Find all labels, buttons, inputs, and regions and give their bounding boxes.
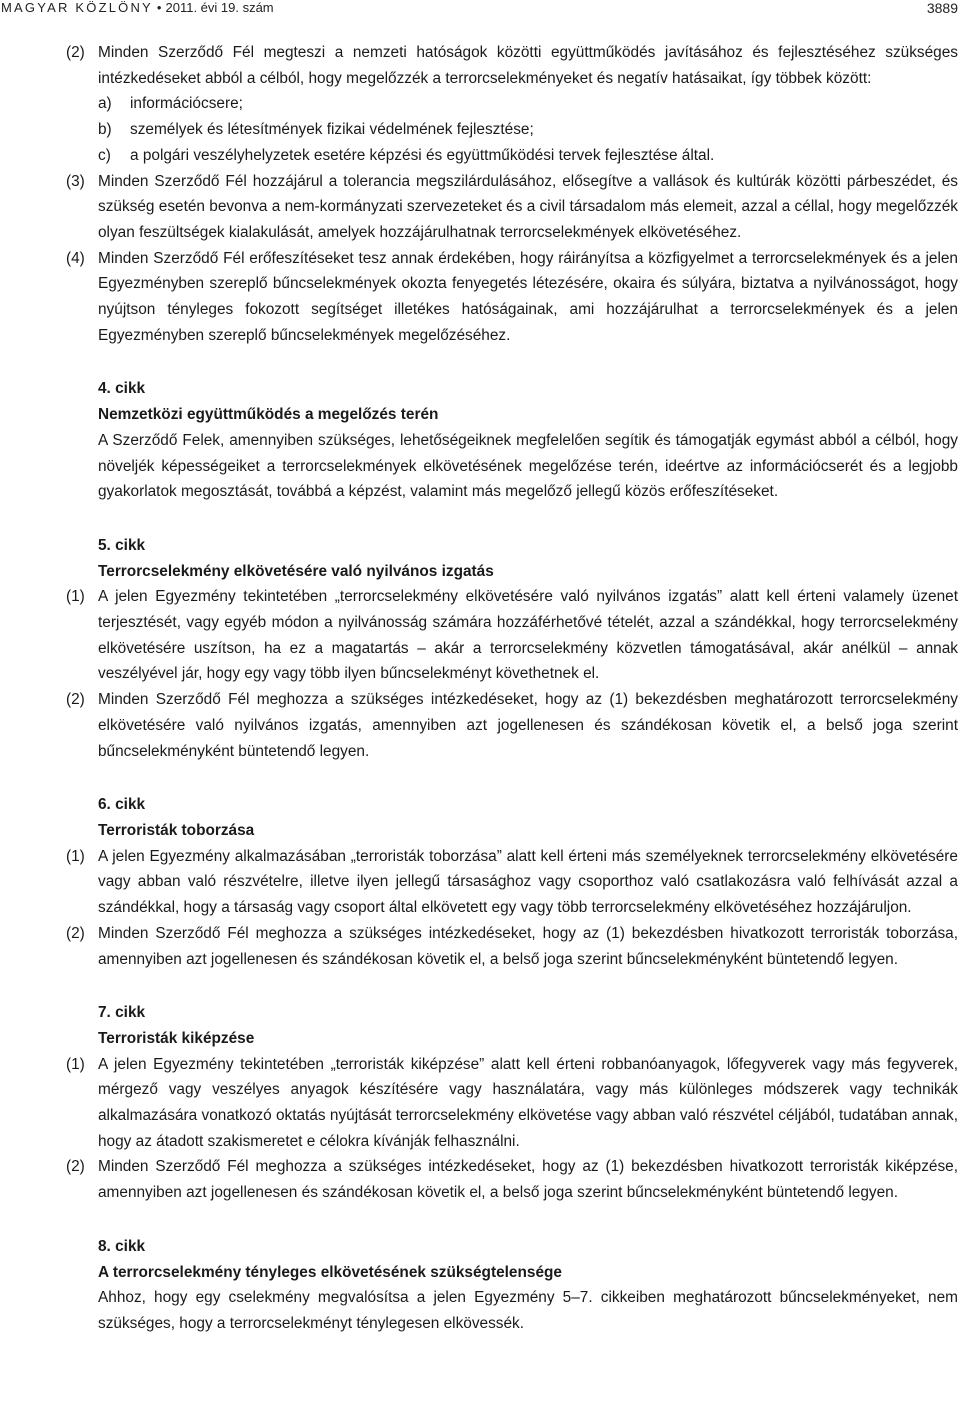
paragraph-text: Minden Szerződő Fél meghozza a szükséges intézkedéseket, hogy az (1) bekezdésben meghatározott terrorcselekmény elkövetésére való nyilvános izgatás, amennyiben azt jogellenesen és szándékosan követik el, a belső joga szerint bűncselekményként büntetendő legyen. — [98, 691, 958, 760]
paragraph-text: Minden Szerződő Fél meghozza a szükséges intézkedéseket, hogy az (1) bekezdésben hivatkozott terroristák toborzása, amennyiben azt jogellenesen és szándékosan követik el, a belső joga szerint bűncselekményként büntetendő legyen. — [98, 924, 958, 968]
running-head — [1, 0, 274, 15]
paragraph-text: A jelen Egyezmény tekintetében „terroristák kiképzése” alatt kell érteni robbanóanyagok, lőfegyverek vagy más fegyverek, mérgező vagy veszélyes anyagok készítésére vagy használatára, vagy más különleges módszerek vagy technikák alkalmazására vonatkozó oktatás nyújtását terrorcselekmény elkövetése vagy abban való részvétel céljából, tudatában annak, hogy az átadott szakismeretet e célokra kívánják felhasználni. — [98, 1055, 958, 1150]
list-text: személyek és létesítmények fizikai védelmének fejlesztése; — [130, 121, 534, 139]
list-item-b — [66, 117, 958, 143]
paragraph-number: (1) — [66, 847, 85, 865]
art3-paragraph-2 — [66, 40, 958, 91]
article-text: A Szerződő Felek, amennyiben szükséges, lehetőségeiknek megfelelően segítik és támogatják egymást abból a célból, hogy növeljék képességeiket a terrorcselekmények elkövetésének megelőzése terén, ideértve az információcserét és a legjobb gyakorlatok megosztását, továbbá a képzést, valamint más megelőző jellegű közös erőfeszítéseket. — [98, 431, 958, 501]
document-body — [66, 40, 958, 1337]
paragraph-number: (1) — [66, 1055, 85, 1073]
paragraph-text: A jelen Egyezmény tekintetében „terrorcselekmény elkövetésére való nyilvános izgatás” alatt kell érteni valamely üzenet terjesztését, vagy egyéb módon a nyilvánosság számára hozzáférhetővé tételét, azzal a szándékkal, hogy terrorcselekmény elkövetésére uszítson, ha ez a magatartás – akár a terrorcselekmény közvetlen támogatásával, akár anélkül – annak veszélyével jár, hogy egy vagy több ilyen bűncselekményt követhetnek el. — [98, 588, 958, 683]
art5-paragraph-1 — [66, 584, 958, 687]
art7-paragraph-2 — [66, 1154, 958, 1205]
article-title: Terrorcselekmény elkövetésére való nyilvános izgatás — [98, 562, 494, 580]
bullet-separator: • — [156, 0, 162, 15]
list-label: c) — [98, 146, 111, 164]
paragraph-text: A jelen Egyezmény alkalmazásában „terroristák toborzása” alatt kell érteni más személyeknek terrorcselekmény elkövetésére vagy abban való részvételre, illetve ilyen jellegű társasághoz vagy csoporthoz való csatlakozásra való felhívását azzal a szándékkal, hogy a társaság vagy csoport által elkövetett egy vagy több terrorcselekmény elkövetéséhez hozzájáruljon. — [98, 847, 958, 917]
article-number: 7. cikk — [98, 1004, 146, 1022]
page-header — [0, 0, 960, 18]
list-label: a) — [98, 95, 112, 113]
paragraph-text: Minden Szerződő Fél megteszi a nemzeti hatóságok közötti együttműködés javításához és fejlesztéséhez szükséges intézkedéseket abból a célból, hogy megelőzzék a terrorcselekményeket és negatív hatásaikat, így többek között: — [98, 44, 958, 87]
section-spacer — [66, 1206, 958, 1234]
section-spacer — [66, 764, 958, 792]
list-label: b) — [98, 121, 112, 139]
issue-label: 2011. évi 19. szám — [165, 0, 274, 15]
paragraph-number: (4) — [66, 249, 85, 267]
article-title: A terrorcselekmény tényleges elkövetésének szükségtelensége — [98, 1263, 562, 1281]
paragraph-number: (1) — [66, 588, 85, 606]
list-text: a polgári veszélyhelyzetek esetére képzési és együttműködési tervek fejlesztése által. — [130, 146, 715, 164]
paragraph-number: (2) — [66, 691, 85, 709]
section-spacer — [66, 348, 958, 376]
art6-paragraph-2 — [66, 921, 958, 972]
article-number: 8. cikk — [98, 1237, 146, 1255]
article-number: 6. cikk — [98, 796, 146, 814]
art6-paragraph-1 — [66, 844, 958, 921]
paragraph-text: Minden Szerződő Fél hozzájárul a tolerancia megszilárdulásához, elősegítve a vallások és kultúrák közötti párbeszédet, és szükség esetén bevonva a nem-kormányzati szervezeteket és a civil társadalom más elemeit, azzal a céllal, hogy megelőzzék olyan feszültségek kialakulását, amelyek hozzájárulhatnak terrorcselekmények elkövetéséhez. — [98, 172, 958, 241]
list-item-a — [66, 91, 958, 117]
article-text: Ahhoz, hogy egy cselekmény megvalósítsa a jelen Egyezmény 5–7. cikkeiben meghatározott bűncselekményeket, nem szükséges, hogy a terrorcselekményt ténylegesen elkövessék. — [98, 1289, 958, 1332]
paragraph-text: Minden Szerződő Fél meghozza a szükséges intézkedéseket, hogy az (1) bekezdésben hivatkozott terroristák kiképzése, amennyiben azt jogellenesen és szándékosan követik el, a belső joga szerint bűncselekményként büntetendő legyen. — [98, 1158, 958, 1202]
article-title: Terroristák kiképzése — [98, 1029, 255, 1047]
art3-paragraph-4 — [66, 246, 958, 349]
article-number: 5. cikk — [98, 536, 146, 554]
page-number: 3889 — [926, 0, 958, 16]
article-title: Nemzetközi együttműködés a megelőzés terén — [98, 406, 439, 424]
section-spacer — [66, 972, 958, 1000]
paragraph-text: Minden Szerződő Fél erőfeszítéseket tesz annak érdekében, hogy ráirányítsa a közfigyelmet a terrorcselekmények és a jelen Egyezményben szereplő bűncselekmények okozta fenyegetés létezésére, okaira és súlyára, biztatva a nyilvánosságot, hogy nyújtson tényleges fokozott segítséget illetékes hatóságainak, ami hozzájárulhat a terrorcselekmények és a jelen Egyezményben szereplő bűncselekmények megelőzéséhez. — [98, 249, 958, 344]
paragraph-number: (2) — [66, 924, 85, 942]
list-text: információcsere; — [130, 95, 243, 113]
paragraph-number: (3) — [66, 172, 85, 190]
list-item-c — [66, 143, 958, 169]
art5-paragraph-2 — [66, 687, 958, 764]
paragraph-number: (2) — [66, 1158, 85, 1176]
art7-paragraph-1 — [66, 1052, 958, 1155]
article-title: Terroristák toborzása — [98, 821, 255, 839]
art3-paragraph-3 — [66, 169, 958, 246]
section-spacer — [66, 505, 958, 533]
paragraph-number: (2) — [66, 44, 85, 61]
article-number: 4. cikk — [98, 380, 146, 398]
journal-name: MAGYAR KÖZLÖNY — [1, 0, 153, 15]
